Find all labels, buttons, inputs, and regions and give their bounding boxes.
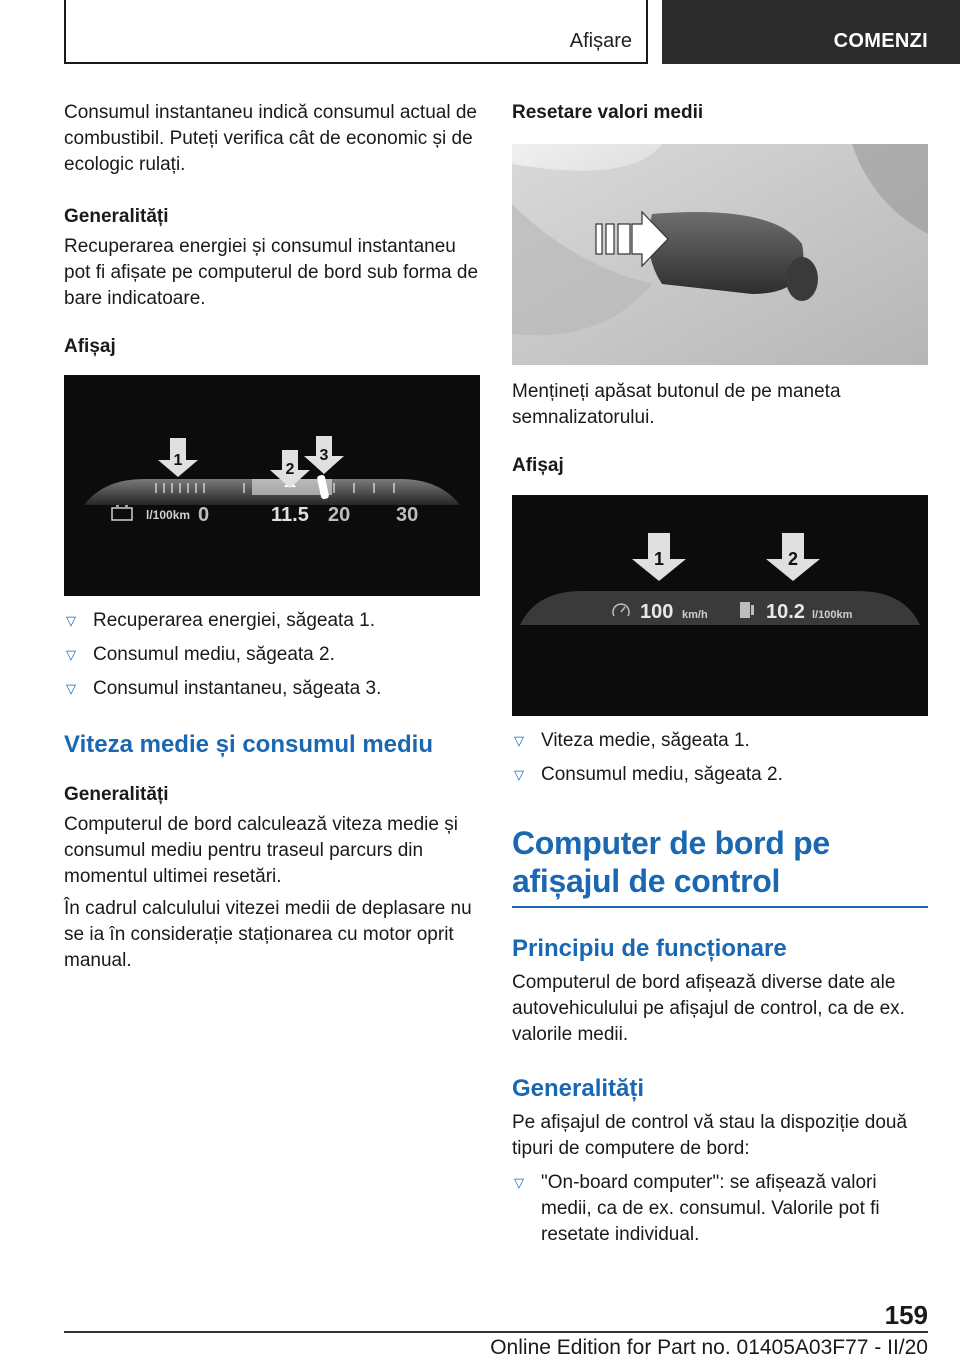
scale-avg: 11.5 (271, 504, 309, 526)
arrow-2-label: 2 (787, 549, 799, 569)
figure3-legend (512, 728, 928, 788)
main-heading: Computer de bord pe afișajul de control (512, 825, 830, 899)
left-column (64, 100, 480, 974)
header-section-tab (64, 0, 648, 64)
general-heading-right: Generalități (512, 1075, 645, 1102)
arrow-1-label: 1 (653, 549, 665, 569)
display-band (520, 591, 920, 625)
arrow-2-label: 2 (285, 461, 295, 478)
arrow-2 (766, 533, 820, 581)
list-item-text: Consumul mediu, săgeata 2. (93, 644, 335, 665)
list-item (64, 676, 480, 702)
principle-heading: Principiu de funcționare (512, 935, 787, 962)
fuel-bar-figure (64, 375, 480, 596)
header-chapter-tab (662, 0, 960, 64)
consumption-value: 10.2 (766, 601, 805, 623)
page-number: 159 (884, 1300, 928, 1330)
footer-rule (64, 1331, 928, 1333)
display-subtitle-right: Afișaj (512, 455, 564, 476)
stalk-illustration (512, 144, 928, 365)
list-item (512, 1170, 928, 1248)
scale-20: 20 (328, 504, 351, 526)
figure1-legend (64, 608, 480, 702)
consumption-unit: l/100km (812, 609, 853, 621)
avg-general-subtitle: Generalități (64, 784, 169, 805)
header-chapter-label: COMENZI (833, 30, 928, 52)
avg-values-figure (512, 495, 928, 716)
heading-rule (512, 906, 928, 908)
intro-paragraph: Consumul instantaneu indică consumul actual de combustibil. Puteți verifica cât de economic și de ecologic rulați. (64, 102, 477, 175)
principle-paragraph: Computerul de bord afișează diverse date ale autovehiculului pe afișajul de control, ca de ex. valorile medii. (512, 972, 905, 1045)
general-subtitle: Generalități (64, 206, 169, 227)
arrow-3-label: 3 (319, 447, 329, 464)
speed-unit: km/h (682, 609, 708, 621)
stalk-figure (512, 144, 928, 365)
list-item-text: "On-board computer": se afișează valori medii, ca de ex. consumul. Valorile pot fi resetate individual. (541, 1172, 880, 1245)
arrow-3 (304, 436, 344, 474)
speed-value: 100 (640, 601, 674, 623)
triangle-bullet-icon: ▽ (514, 1175, 524, 1190)
display-subtitle: Afișaj (64, 336, 116, 357)
arrow-1 (632, 533, 686, 581)
edition-footer: Online Edition for Part no. 01405A03F77 - II/20 (490, 1336, 928, 1359)
unit-label: l/100km (146, 508, 191, 522)
list-item-text: Recuperarea energiei, săgeata 1. (93, 610, 376, 631)
reset-subtitle: Resetare valori medii (512, 102, 704, 123)
triangle-bullet-icon: ▽ (514, 767, 524, 782)
triangle-bullet-icon: ▽ (514, 733, 524, 748)
avg-values-illustration (512, 495, 928, 716)
arrow-1 (158, 438, 198, 477)
list-item-text: Consumul mediu, săgeata 2. (541, 764, 783, 785)
scale-30: 30 (396, 504, 419, 526)
avg-paragraph-1: Computerul de bord calculează viteza medie și consumul mediu pentru traseul parcurs din momentul ultimei resetări. (64, 814, 458, 887)
avg-heading: Viteza medie și consumul mediu (64, 731, 433, 758)
arrow-1-label: 1 (173, 452, 183, 469)
battery-icon (112, 506, 132, 520)
general-paragraph: Recuperarea energiei și consumul instantaneu pot fi afișate pe computerul de bord sub forma de bare indicatoare. (64, 236, 479, 309)
list-item (64, 608, 480, 642)
triangle-bullet-icon: ▽ (66, 681, 76, 696)
general-paragraph-right: Pe afișajul de control vă stau la dispoziție două tipuri de computere de bord: (512, 1112, 908, 1159)
triangle-bullet-icon: ▽ (66, 647, 76, 662)
header-section-label: Afișare (569, 30, 632, 52)
triangle-bullet-icon: ▽ (66, 613, 76, 628)
list-item (512, 762, 928, 788)
list-item (64, 642, 480, 676)
computer-types-list (512, 1170, 928, 1248)
list-item-text: Consumul instantaneu, săgeata 3. (93, 678, 382, 699)
reset-paragraph: Mențineți apăsat butonul de pe maneta semnalizatorului. (512, 381, 841, 428)
scale-0: 0 (198, 504, 210, 526)
right-column (512, 100, 928, 1248)
list-item-text: Viteza medie, săgeata 1. (541, 730, 750, 751)
fuel-bar-illustration (64, 375, 480, 596)
avg-paragraph-2: În cadrul calculului vitezei medii de deplasare nu se ia în considerație staționarea cu motor oprit manual. (64, 898, 472, 971)
list-item (512, 728, 928, 762)
